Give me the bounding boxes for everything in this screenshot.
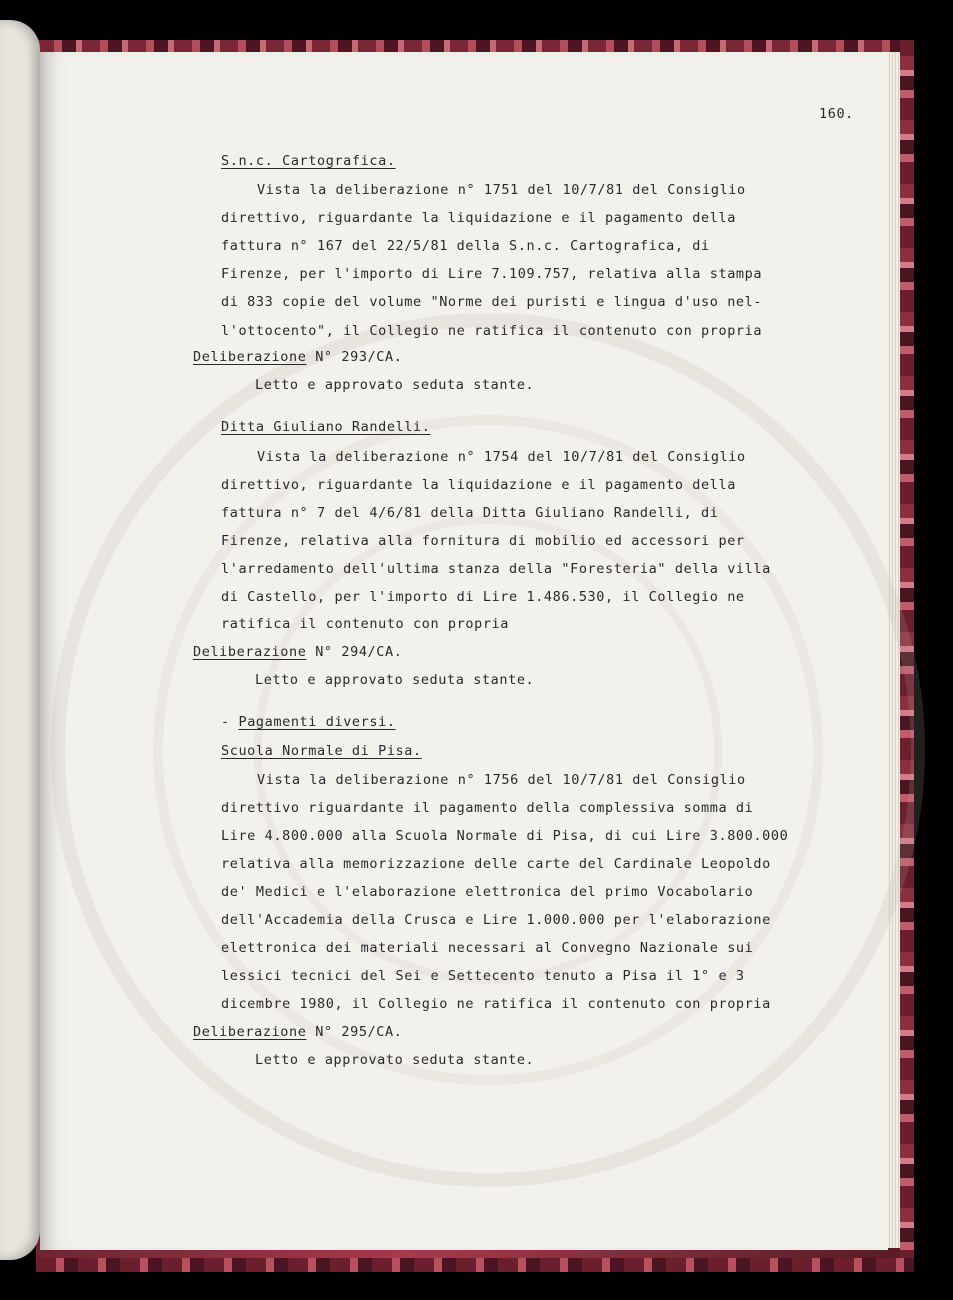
body-line: dicembre 1980, il Collegio ne ratifica il contenuto con propria [221,996,771,1012]
deliberazione-295: Deliberazione N° 295/CA. [193,1024,403,1040]
body-line: elettronica dei materiali necessari al Convegno Nazionale sui [221,940,754,956]
deliberazione-294: Deliberazione N° 294/CA. [193,644,403,660]
body-line: dell'Accademia della Crusca e Lire 1.000.000 per l'elaborazione [221,912,771,928]
body-line: fattura n° 7 del 4/6/81 della Ditta Giuliano Randelli, di [221,505,719,521]
body-line: ratifica il contenuto con propria [221,616,510,632]
body-line: direttivo, riguardante la liquidazione e il pagamento della [221,210,736,226]
body-line: Vista la deliberazione n° 1756 del 10/7/81 del Consiglio [257,772,746,788]
deliberazione-293: Deliberazione N° 293/CA. [193,349,403,365]
heading-cartografica: S.n.c. Cartografica. [221,153,396,169]
heading-pagamenti-diversi: - Pagamenti diversi. [221,714,396,730]
body-line: Vista la deliberazione n° 1751 del 10/7/81 del Consiglio [257,182,746,198]
body-line: Firenze, per l'importo di Lire 7.109.757, relativa alla stampa [221,266,763,282]
heading-randelli: Ditta Giuliano Randelli. [221,419,431,435]
heading-scuola-normale: Scuola Normale di Pisa. [221,743,422,759]
body-line: relativa alla memorizzazione delle carte del Cardinale Leopoldo [221,856,771,872]
body-line: Lire 4.800.000 alla Scuola Normale di Pisa, di cui Lire 3.800.000 [221,828,789,844]
marbled-edge-right [900,40,914,1272]
approved-note: Letto e approvato seduta stante. [255,672,535,688]
facing-page-edge [0,20,40,1260]
body-line: fattura n° 167 del 22/5/81 della S.n.c. Cartografica, di [221,238,710,254]
body-line: di Castello, per l'importo di Lire 1.486.530, il Collegio ne [221,589,745,605]
body-line: de' Medici e l'elaborazione elettronica del primo Vocabolario [221,884,754,900]
page-number: 160. [819,106,854,122]
body-line: direttivo, riguardante la liquidazione e il pagamento della [221,477,736,493]
body-line: di 833 copie del volume "Norme dei puristi e lingua d'uso nel- [221,294,763,310]
body-line: Firenze, relativa alla fornitura di mobilio ed accessori per [221,533,745,549]
body-line: direttivo riguardante il pagamento della complessiva somma di [221,800,754,816]
approved-note: Letto e approvato seduta stante. [255,1052,535,1068]
body-line: l'arredamento dell'ultima stanza della "Foresteria" della villa [221,561,771,577]
body-line: l'ottocento", il Collegio ne ratifica il contenuto con propria [221,323,763,339]
document-page [40,52,888,1250]
marbled-edge-bottom [36,1258,914,1272]
approved-note: Letto e approvato seduta stante. [255,377,535,393]
marbled-edge-top [36,40,914,52]
body-line: Vista la deliberazione n° 1754 del 10/7/81 del Consiglio [257,449,746,465]
body-line: lessici tecnici del Sei e Settecento tenuto a Pisa il 1° e 3 [221,968,745,984]
